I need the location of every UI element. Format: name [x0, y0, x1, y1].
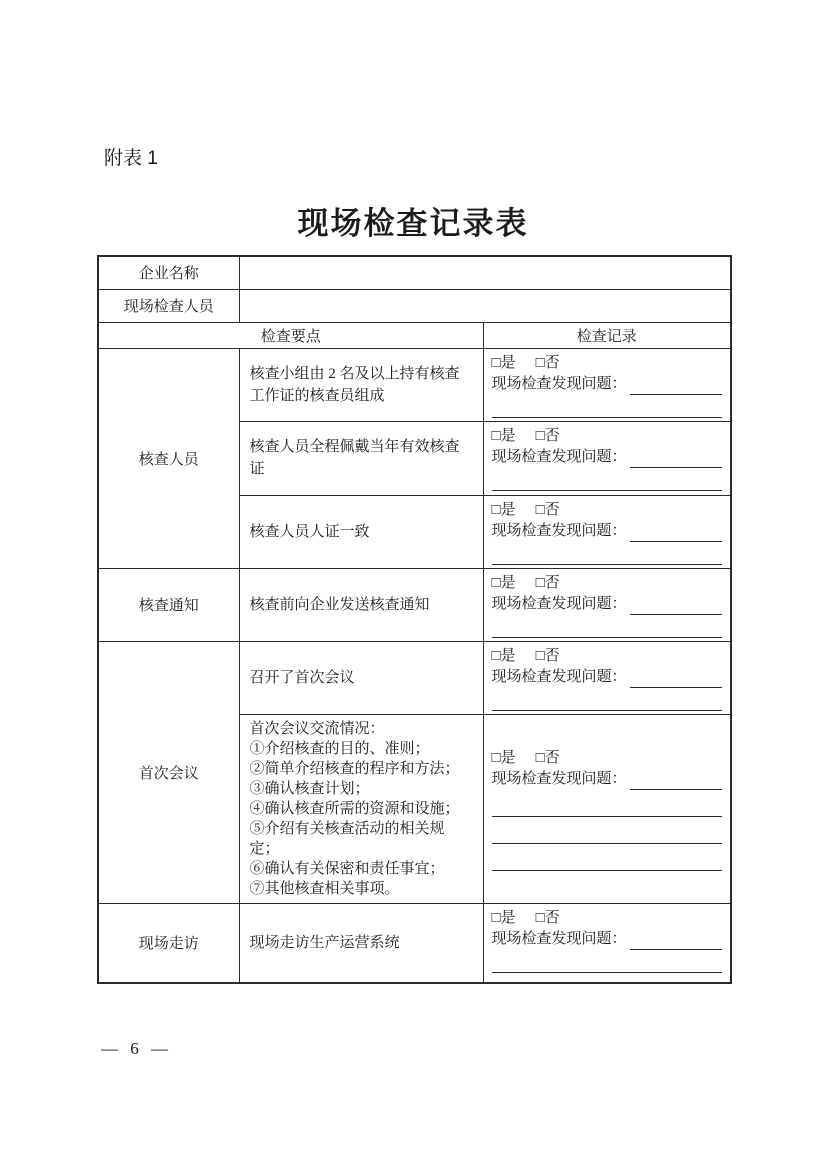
yes-no-row — [492, 500, 723, 521]
problem-blank-field[interactable] — [630, 773, 722, 790]
record-cell — [483, 903, 731, 983]
check-item-site-tour: 现场走访生产运营系统 — [239, 903, 483, 983]
no-checkbox[interactable]: □否 — [535, 574, 560, 591]
meeting-content-line: ④确认核查所需的资源和设施； — [249, 800, 460, 817]
problem-blank-field[interactable] — [630, 933, 722, 950]
problem-label: 现场检查发现问题： — [491, 522, 627, 539]
category-site-tour: 现场走访 — [98, 903, 239, 983]
record-cell — [483, 348, 731, 421]
meeting-content-line: ⑥确认有关保密和责任事宜； — [249, 860, 445, 877]
table-header-row — [98, 322, 731, 348]
yes-checkbox[interactable]: □是 — [491, 354, 516, 371]
category-opening-meeting: 首次会议 — [98, 641, 239, 903]
record-cell — [483, 641, 731, 714]
blank-line-field[interactable] — [492, 542, 723, 565]
yes-checkbox[interactable]: □是 — [491, 749, 516, 766]
problem-label: 现场检查发现问题： — [491, 770, 627, 787]
problem-blank-field[interactable] — [630, 671, 722, 688]
problem-row — [492, 929, 723, 950]
yes-checkbox[interactable]: □是 — [491, 574, 516, 591]
problem-label: 现场检查发现问题： — [491, 930, 627, 947]
blank-line-field[interactable] — [492, 615, 723, 638]
problem-blank-field[interactable] — [630, 525, 722, 542]
problem-row — [492, 447, 723, 468]
table-row — [98, 903, 731, 983]
check-item-identity-match: 核查人员人证一致 — [239, 495, 483, 568]
check-item-badge-worn: 核查人员全程佩戴当年有效核查证 — [239, 421, 483, 495]
inspectors-label: 现场检查人员 — [98, 289, 239, 322]
blank-line-field[interactable] — [492, 395, 723, 418]
record-cell — [483, 421, 731, 495]
table-row — [98, 348, 731, 421]
yes-no-row — [492, 353, 723, 374]
meeting-content-line: ⑦其他核查相关事项。 — [249, 880, 400, 897]
no-checkbox[interactable]: □否 — [535, 909, 560, 926]
record-cell — [483, 568, 731, 641]
blank-line-field[interactable] — [492, 844, 723, 871]
no-checkbox[interactable]: □否 — [535, 501, 560, 518]
no-checkbox[interactable]: □否 — [535, 354, 560, 371]
category-verification-notice: 核查通知 — [98, 568, 239, 641]
blank-line-field[interactable] — [492, 468, 723, 491]
problem-row — [492, 667, 723, 688]
page-title: 现场检查记录表 — [297, 206, 529, 241]
yes-no-row — [492, 646, 723, 667]
meeting-content-line: ③确认核查计划； — [249, 780, 370, 797]
points-column-header: 检查要点 — [98, 322, 483, 348]
problem-label: 现场检查发现问题： — [491, 668, 627, 685]
blank-line-field[interactable] — [492, 817, 723, 844]
inspectors-field[interactable] — [239, 289, 731, 322]
problem-blank-field[interactable] — [630, 378, 722, 395]
record-cell — [483, 714, 731, 903]
yes-checkbox[interactable]: □是 — [491, 647, 516, 664]
attachment-label: 附表 1 — [104, 148, 158, 169]
yes-no-row — [492, 573, 723, 594]
records-column-header: 检查记录 — [483, 322, 731, 348]
meeting-content-line: ②简单介绍核查的程序和方法； — [249, 760, 460, 777]
no-checkbox[interactable]: □否 — [535, 647, 560, 664]
company-name-row — [98, 256, 731, 289]
company-name-label: 企业名称 — [98, 256, 239, 289]
blank-line-field[interactable] — [492, 950, 723, 973]
inspection-record-table — [97, 255, 732, 984]
problem-row — [492, 521, 723, 542]
yes-no-row — [492, 908, 723, 929]
meeting-content-line: ①介绍核查的目的、准则； — [249, 740, 430, 757]
inspectors-row — [98, 289, 731, 322]
company-name-field[interactable] — [239, 256, 731, 289]
problem-row — [492, 769, 723, 790]
record-cell — [483, 495, 731, 568]
problem-blank-field[interactable] — [630, 451, 722, 468]
problem-row — [492, 374, 723, 395]
problem-row — [492, 594, 723, 615]
meeting-content-line: 首次会议交流情况： — [249, 720, 385, 737]
yes-no-row — [492, 426, 723, 447]
category-verification-personnel: 核查人员 — [98, 348, 239, 568]
check-item-team-composition: 核查小组由 2 名及以上持有核查工作证的核查员组成 — [239, 348, 483, 421]
problem-label: 现场检查发现问题： — [491, 375, 627, 392]
blank-line-field[interactable] — [492, 790, 723, 817]
check-item-notice-sent: 核查前向企业发送核查通知 — [239, 568, 483, 641]
blank-line-field[interactable] — [492, 688, 723, 711]
yes-checkbox[interactable]: □是 — [491, 427, 516, 444]
problem-blank-field[interactable] — [630, 598, 722, 615]
yes-checkbox[interactable]: □是 — [491, 909, 516, 926]
problem-label: 现场检查发现问题： — [491, 595, 627, 612]
meeting-content-line: ⑤介绍有关核查活动的相关规定； — [249, 820, 445, 857]
check-item-meeting-content — [239, 714, 483, 903]
no-checkbox[interactable]: □否 — [535, 427, 560, 444]
page-number: — 6 — — [101, 1039, 172, 1058]
table-row — [98, 641, 731, 714]
check-item-meeting-held: 召开了首次会议 — [239, 641, 483, 714]
yes-checkbox[interactable]: □是 — [491, 501, 516, 518]
problem-label: 现场检查发现问题： — [491, 448, 627, 465]
table-row — [98, 568, 731, 641]
no-checkbox[interactable]: □否 — [535, 749, 560, 766]
yes-no-row — [492, 748, 723, 769]
